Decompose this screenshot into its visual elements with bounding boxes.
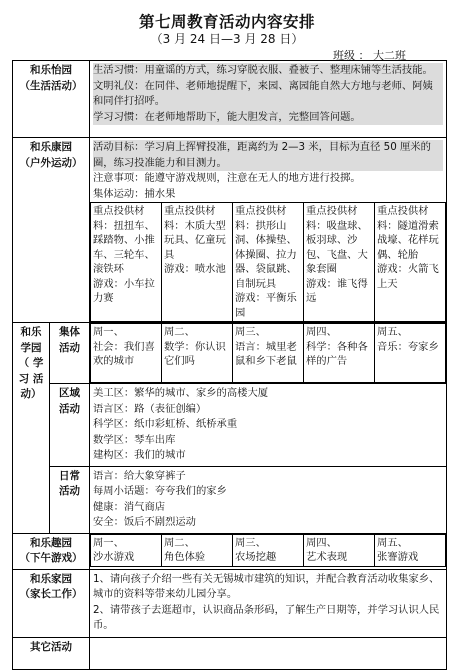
other-section-label: 其它活动 (13, 637, 90, 669)
collective-activity-label: 集体 活动 (50, 323, 90, 384)
play-content (90, 533, 447, 569)
learning-section-label: 和乐 学园 （ 学 习 活 动） (13, 323, 50, 534)
class-label: 班级 ： 大二班 (333, 49, 406, 62)
weekday-cell: 周四、 艺术表现 (304, 534, 375, 566)
outdoor-row (13, 138, 447, 323)
weekday-cell: 周三、 农场挖趣 (233, 534, 304, 566)
other-row (13, 637, 447, 669)
weekday-cell: 周五、 音乐：夸家乡 (375, 324, 446, 383)
zone-cell: 重点投供材料：吸盘球、板羽球、沙包、飞盘、大象套圈 游戏：谁飞得远 (304, 203, 375, 322)
schedule-table (12, 60, 447, 670)
outdoor-content (90, 138, 447, 323)
play-days-table (90, 534, 446, 567)
life-study-line: 学习习惯：在老师地帮助下，能大胆发言，完整回答问题。 (93, 110, 443, 126)
learning-area-row (13, 384, 447, 467)
collective-days-table (90, 323, 446, 383)
learning-collective-row (13, 323, 447, 384)
outdoor-collective-line: 集体运动：捕水果 (93, 187, 176, 200)
family-section-label: 和乐家园 （家长工作） (13, 569, 90, 637)
weekday-cell: 周四、 科学：各种各样的广告 (304, 324, 375, 383)
weekday-cell: 周一、 沙水游戏 (91, 534, 162, 566)
other-content (90, 637, 447, 669)
document-title: 第七周教育活动内容安排 (138, 13, 315, 31)
outdoor-goal-line: 活动目标：学习肩上挥臂投准，距离约为 2—3 米，目标为直径 50 厘米的圈，练习投准能力和目测力。 (93, 140, 443, 171)
zone-cell: 重点投供材料：隧道滑索战壕、花样玩偶、轮胎 游戏：火箭飞上天 (375, 203, 446, 322)
weekday-cell: 周二、 数学：你认识它们吗 (162, 324, 233, 383)
play-row (13, 533, 447, 569)
life-content (90, 61, 447, 138)
daily-activity-content: 语言：给大象穿裤子 每周小话题：夸夸我们的家乡 健康：消气商店 安全：饭后不剧烈运动 (90, 466, 447, 533)
date-range: （3 月 24 日—3 月 28 日） (150, 32, 304, 46)
family-row (13, 569, 447, 637)
outdoor-zones-table (90, 202, 446, 322)
life-row (13, 61, 447, 138)
weekday-cell: 周一、 社会：我们喜欢的城市 (91, 324, 162, 383)
weekday-cell: 周三、 语言：城里老鼠和乡下老鼠 (233, 324, 304, 383)
play-section-label: 和乐趣园 （下午游戏） (13, 533, 90, 569)
area-activity-content: 美工区：繁华的城市、家乡的高楼大厦 语言区：路（表征创编） 科学区：纸巾彩虹桥、纸桥承重 数学区：琴车出库 建构区：我们的城市 (90, 384, 447, 467)
life-section-label: 和乐怡园 （生活活动） (13, 61, 90, 138)
outdoor-notice-line: 注意事项：能遵守游戏规则，注意在无人的地方进行投掷。 (93, 172, 361, 184)
family-item: 1、请向孩子介绍一些有关无锡城市建筑的知识，并配合教育活动收集家乡、城市的资料等带来幼儿园分享。 (93, 572, 440, 600)
family-content (90, 569, 447, 637)
life-manners-line: 文明礼仪：在同伴、老师地提醒下，来园、离园能自然大方地与老师、阿姨和同伴打招呼。 (93, 79, 443, 110)
family-item: 2、请带孩子去逛超市，认识商品条形码，了解生产日期等，并学习认识人民币。 (93, 603, 440, 631)
collective-activity-content (90, 323, 447, 384)
weekday-cell: 周二、 角色体验 (162, 534, 233, 566)
zone-cell: 重点投供材料：扭扭车、踩踏物、小推车、三轮车、滚铁环 游戏：小车拉力赛 (91, 203, 162, 322)
area-activity-label: 区域 活动 (50, 384, 90, 467)
daily-activity-label: 日常 活动 (50, 466, 90, 533)
learning-daily-row (13, 466, 447, 533)
zone-cell: 重点投供材料：拱形山洞、体操垫、体操圈、拉力器、袋鼠跳、自制玩具 游戏：平衡乐园 (233, 203, 304, 322)
weekday-cell: 周五、 张謇游戏 (375, 534, 446, 566)
zone-cell: 重点投供材料：木质大型玩具、亿童玩具 游戏：喷水池 (162, 203, 233, 322)
outdoor-section-label: 和乐康园 （户外运动） (13, 138, 90, 323)
life-habit-line: 生活习惯：用童谣的方式，练习穿脱衣服、叠被子、整理床铺等生活技能。 (93, 63, 443, 79)
